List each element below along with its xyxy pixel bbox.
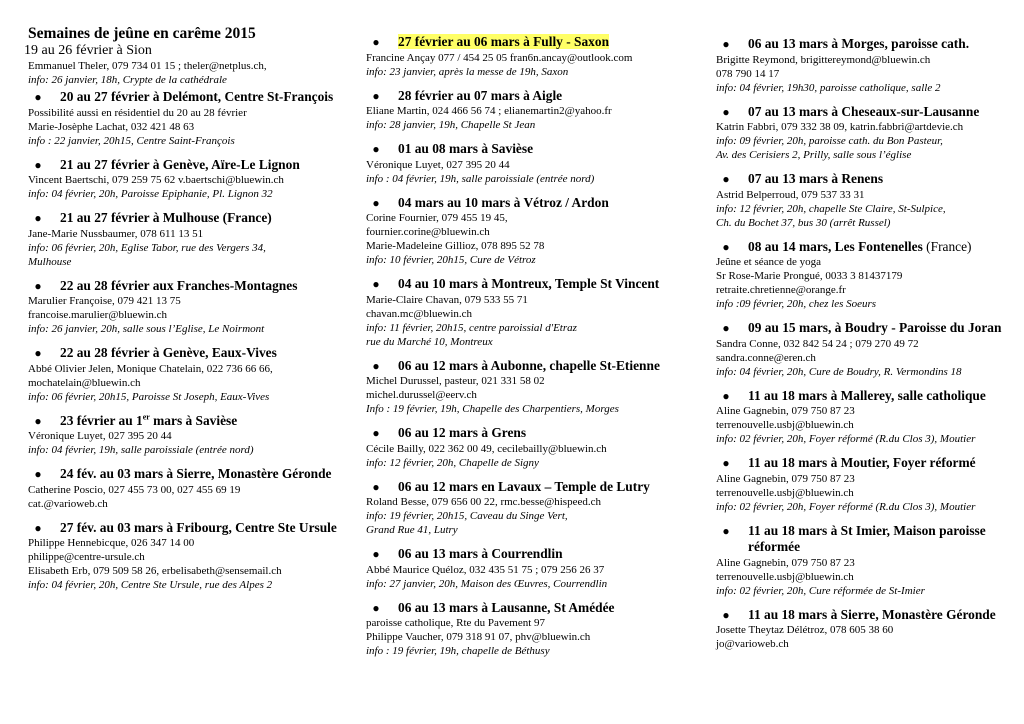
contact-line: Philippe Hennebicque, 026 347 14 00 <box>28 537 195 549</box>
event-entry <box>716 104 1016 163</box>
entry-title-text: 22 au 28 février aux Franches-Montagnes <box>60 277 298 293</box>
event-entry <box>366 425 702 470</box>
entry-title <box>48 157 350 174</box>
bullet-icon: ● <box>722 239 730 254</box>
entry-heading <box>28 210 350 227</box>
info-line: info: 04 février, 19h, salle paroissiale (entrée nord) <box>28 444 254 456</box>
bullet-icon: ● <box>34 520 42 535</box>
entry-title <box>736 239 1016 256</box>
contact-line: Catherine Poscio, 027 455 73 00, 027 455 69 19 <box>28 483 241 496</box>
entry-title <box>386 425 702 442</box>
entry-title <box>386 600 702 617</box>
bullet-icon: ● <box>722 523 730 538</box>
bullet-icon: ● <box>34 157 42 172</box>
bullet-icon: ● <box>34 278 42 293</box>
entry-sion-title: 19 au 26 février à Sion <box>24 43 152 58</box>
contact-line: Brigitte Reymond, brigittereymond@bluewin.ch <box>716 53 931 66</box>
contact-line: terrenouvelle.usbj@bluewin.ch <box>716 486 854 499</box>
info-line: info: 28 janvier, 19h, Chapelle St Jean <box>366 119 536 131</box>
entry-heading <box>28 466 350 483</box>
contact-line: Marie-Claire Chavan, 079 533 55 71 <box>366 293 528 306</box>
contact-line: mochatelain@bluewin.ch <box>28 376 141 389</box>
event-entry <box>28 345 350 404</box>
entry-title <box>48 466 350 483</box>
info-line: Av. des Cerisiers 2, Prilly, salle sous l’église <box>716 149 912 161</box>
entry-heading <box>366 479 702 496</box>
contact-line: 078 790 14 17 <box>716 67 780 80</box>
entry-heading <box>28 345 350 362</box>
entry-title-text: 04 au 10 mars à Montreux, Temple St Vincent <box>398 276 660 291</box>
info-line: info :09 février, 20h, chez les Soeurs <box>716 298 877 310</box>
entry-heading <box>28 520 350 537</box>
contact-line: Jane-Marie Nussbaumer, 078 611 13 51 <box>28 227 204 240</box>
info-line: info: 19 février, 20h15, Caveau du Singe Vert, <box>366 510 568 522</box>
entry-title-text: 07 au 13 mars à Cheseaux-sur-Lausanne <box>748 103 980 119</box>
info-line: info: 02 février, 20h, Foyer réformé (R.du Clos 3), Moutier <box>716 433 976 445</box>
entry-heading <box>366 546 702 563</box>
contact-line: Corine Fournier, 079 455 19 45, <box>366 212 508 224</box>
bullet-icon: ● <box>722 321 730 335</box>
entry-title-text: 11 au 18 mars à St Imier, Maison paroisse réformée <box>748 522 986 554</box>
contact-line: jo@varioweb.ch <box>716 638 789 650</box>
contact-line: Marulier Françoise, 079 421 13 75 <box>28 295 181 307</box>
info-line: info : 04 février, 19h, salle paroissiale (entrée nord) <box>366 172 595 185</box>
contact-line: Astrid Belperroud, 079 537 33 31 <box>716 188 865 201</box>
event-entry <box>28 466 350 511</box>
entry-heading <box>366 425 702 442</box>
contact-line: paroisse catholique, Rte du Pavement 97 <box>366 617 546 629</box>
bullet-icon: ● <box>372 35 380 49</box>
contact-line: Roland Besse, 079 656 00 22, rmc.besse@hispeed.ch <box>366 496 601 508</box>
info-line: info: 09 février, 20h, paroisse cath. du Bon Pasteur, <box>716 135 943 147</box>
contact-line: Jeûne et séance de yoga <box>716 256 822 268</box>
document-title: Semaines de jeûne en carême 2015 <box>28 25 256 42</box>
entry-title-text: 06 au 13 mars à Morges, paroisse cath. <box>748 36 970 51</box>
entry-title-country: (France) <box>922 238 972 254</box>
contact-line: Francine Ançay 077 / 454 25 05 fran6n.ancay@outlook.com <box>366 51 633 64</box>
bullet-icon: ● <box>34 211 42 225</box>
entry-heading <box>366 34 702 51</box>
info-line: info: 12 février, 20h, chapelle Ste Claire, St-Sulpice, <box>716 202 946 215</box>
entry-title-text: 21 au 27 février à Mulhouse (France) <box>60 210 272 225</box>
entry-heading <box>716 171 1016 188</box>
entry-heading <box>716 607 1016 624</box>
entry-title-text: 04 mars au 10 mars à Vétroz / Ardon <box>398 194 609 210</box>
event-entry <box>716 239 1016 312</box>
entry-title-text: 11 au 18 mars à Mallerey, salle catholique <box>748 387 986 403</box>
event-entry <box>716 36 1016 95</box>
event-entry <box>28 157 350 202</box>
event-entry <box>28 413 350 458</box>
info-line: Mulhouse <box>28 255 72 268</box>
contact-line: Véronique Luyet, 027 395 20 44 <box>28 430 172 442</box>
entry-title-text: 06 au 12 mars en Lavaux – Temple de Lutry <box>398 478 650 494</box>
contact-line: cat.@varioweb.ch <box>28 497 108 510</box>
contact-line: Josette Theytaz Délétroz, 078 605 38 60 <box>716 624 894 636</box>
entry-title <box>48 413 350 430</box>
event-entry <box>716 171 1016 230</box>
event-entry <box>28 278 350 337</box>
event-entry <box>366 276 702 349</box>
entry-heading <box>366 141 702 158</box>
contact-line: terrenouvelle.usbj@bluewin.ch <box>716 419 854 431</box>
entry-heading <box>716 104 1016 121</box>
entry-heading <box>716 523 1016 556</box>
contact-line: Sr Rose-Marie Prongué, 0033 3 81437179 <box>716 270 903 282</box>
contact-line: chavan.mc@bluewin.ch <box>366 307 473 320</box>
event-entry <box>716 523 1016 598</box>
entry-heading <box>366 195 702 212</box>
event-entry <box>366 546 702 591</box>
bullet-icon: ● <box>372 88 380 103</box>
entry-heading <box>716 239 1016 256</box>
entry-heading <box>366 88 702 105</box>
event-entry <box>28 89 350 148</box>
contact-line: Aline Gagnebin, 079 750 87 23 <box>716 405 855 417</box>
entry-title-text: 06 au 12 mars à Grens <box>398 425 527 440</box>
column-middle <box>366 0 702 667</box>
bullet-icon: ● <box>722 37 730 51</box>
info-line: info: 26 janvier, 20h, salle sous l’Eglise, Le Noirmont <box>28 323 265 335</box>
contact-line: michel.durussel@eerv.ch <box>366 389 477 401</box>
entry-title-text: 11 au 18 mars à Sierre, Monastère Géronde <box>748 606 996 622</box>
entry-title-part: 23 février au 1 <box>60 412 143 428</box>
contact-line: Cécile Bailly, 022 362 00 49, cecilebailly@bluewin.ch <box>366 442 607 455</box>
bullet-icon: ● <box>34 413 42 428</box>
info-line: info: 11 février, 20h15, centre paroissial d'Etraz <box>366 321 577 334</box>
bullet-icon: ● <box>722 607 730 622</box>
entry-heading <box>366 276 702 293</box>
contact-line: Sandra Conne, 032 842 54 24 ; 079 270 49 72 <box>716 337 919 350</box>
entry-title-text: 27 février au 06 mars à Fully - Saxon <box>398 34 610 49</box>
event-entry <box>28 520 350 593</box>
entry-title <box>386 195 702 212</box>
info-line: info: 23 janvier, après la messe de 19h, Saxon <box>366 65 569 78</box>
event-entry <box>366 34 702 79</box>
contact-line: Abbé Olivier Jelen, Monique Chatelain, 022 736 66 66, <box>28 362 273 375</box>
entry-title-text: 11 au 18 mars à Moutier, Foyer réformé <box>748 455 976 470</box>
entry-title-text: 06 au 12 mars à Aubonne, chapelle St-Etienne <box>398 357 660 373</box>
entry-title <box>48 520 350 537</box>
event-entry <box>366 479 702 538</box>
entry-heading <box>366 358 702 375</box>
info-line: info : 22 janvier, 20h15, Centre Saint-François <box>28 134 235 147</box>
event-entry <box>366 141 702 186</box>
info-line: rue du Marché 10, Montreux <box>366 335 493 348</box>
entry-title <box>736 523 1016 556</box>
event-entry <box>366 358 702 417</box>
entry-title-text: 09 au 15 mars, à Boudry - Paroisse du Joran <box>748 320 1002 335</box>
entry-title-text: 06 au 13 mars à Lausanne, St Amédée <box>398 599 615 615</box>
info-line: Info : 19 février, 19h, Chapelle des Charpentiers, Morges <box>366 403 619 415</box>
contact-line: Abbé Maurice Quéloz, 032 435 51 75 ; 079 256 26 37 <box>366 563 605 576</box>
event-entry <box>366 195 702 268</box>
info-line: info: 04 février, 20h, Cure de Boudry, R. Vermondins 18 <box>716 365 962 378</box>
entry-heading <box>716 455 1016 472</box>
bullet-icon: ● <box>372 600 380 615</box>
info-line: Grand Rue 41, Lutry <box>366 524 458 536</box>
bullet-icon: ● <box>372 195 380 210</box>
contact-line: francoise.marulier@bluewin.ch <box>28 309 168 321</box>
entry-title-text: 06 au 13 mars à Courrendlin <box>398 546 563 561</box>
entry-title-part: 08 au 14 mars, Les Fontenelles <box>748 238 923 254</box>
entry-title <box>386 88 702 105</box>
bullet-icon: ● <box>372 547 380 561</box>
info-line: info: 12 février, 20h, Chapelle de Signy <box>366 456 539 469</box>
entry-title <box>736 388 1016 405</box>
bullet-icon: ● <box>722 456 730 470</box>
event-entry <box>716 607 1016 652</box>
entry-title-text: 01 au 08 mars à Savièse <box>398 141 534 156</box>
entry-title <box>386 546 702 563</box>
contact-line: Eliane Martin, 024 466 56 74 ; elianemartin2@yahoo.fr <box>366 105 612 117</box>
entry-heading <box>366 600 702 617</box>
contact-line: Emmanuel Theler, 079 734 01 15 ; theler@netplus.ch, <box>28 60 267 72</box>
contact-line: Philippe Vaucher, 079 318 91 07, phv@bluewin.ch <box>366 631 591 643</box>
contact-line: terrenouvelle.usbj@bluewin.ch <box>716 570 854 583</box>
contact-line: Elisabeth Erb, 079 509 58 26, erbelisabeth@sensemail.ch <box>28 565 282 577</box>
contact-line: Aline Gagnebin, 079 750 87 23 <box>716 556 855 569</box>
entry-title <box>736 607 1016 624</box>
info-line: info: 04 février, 19h30, paroisse catholique, salle 2 <box>716 81 941 94</box>
entry-heading <box>28 89 350 106</box>
entry-heading <box>28 157 350 174</box>
bullet-icon: ● <box>722 388 730 403</box>
event-entry <box>366 88 702 133</box>
contact-line: Aline Gagnebin, 079 750 87 23 <box>716 472 855 485</box>
contact-line: philippe@centre-ursule.ch <box>28 551 145 563</box>
entry-title <box>736 455 1016 472</box>
contact-line: Michel Durussel, pasteur, 021 331 58 02 <box>366 375 545 387</box>
entry-title-text: 28 février au 07 mars à Aigle <box>398 87 563 103</box>
bullet-icon: ● <box>372 277 380 291</box>
bullet-icon: ● <box>372 479 380 494</box>
entry-title-text: 07 au 13 mars à Renens <box>748 171 884 186</box>
contact-line: Marie-Josèphe Lachat, 032 421 48 63 <box>28 120 195 133</box>
entry-title-text: 21 au 27 février à Genève, Aïre-Le Lignon <box>60 156 300 172</box>
info-line: info: 06 février, 20h, Eglise Tabor, rue des Vergers 34, <box>28 241 266 254</box>
entry-title <box>386 34 702 51</box>
entry-title <box>48 210 350 227</box>
entry-title <box>736 171 1016 188</box>
entry-title <box>736 36 1016 53</box>
entry-title <box>736 104 1016 121</box>
entry-title-superscript: er <box>142 412 150 422</box>
entry-title <box>386 141 702 158</box>
info-line: info: 04 février, 20h, Centre Ste Ursule, rue des Alpes 2 <box>28 579 273 591</box>
contact-line: Véronique Luyet, 027 395 20 44 <box>366 158 510 171</box>
entry-title <box>386 479 702 496</box>
bullet-icon: ● <box>372 426 380 440</box>
info-line: info: 26 janvier, 18h, Crypte de la cathédrale <box>28 74 227 86</box>
info-line: info: 06 février, 20h15, Paroisse St Joseph, Eaux-Vives <box>28 390 270 403</box>
column-left <box>24 0 350 601</box>
info-line: info: 27 janvier, 20h, Maison des Œuvres, Courrendlin <box>366 577 608 590</box>
contact-line: Vincent Baertschi, 079 259 75 62 v.baertschi@bluewin.ch <box>28 174 284 186</box>
bullet-icon: ● <box>34 346 42 360</box>
entry-title <box>48 89 350 106</box>
info-line: info: 10 février, 20h15, Cure de Vétroz <box>366 254 536 266</box>
entry-heading <box>28 413 350 430</box>
column-right <box>716 0 1016 660</box>
entry-title-text: 22 au 28 février à Genève, Eaux-Vives <box>60 345 277 360</box>
bullet-icon: ● <box>34 90 42 104</box>
contact-line: retraite.chretienne@orange.fr <box>716 284 846 296</box>
entry-heading <box>716 388 1016 405</box>
entry-title-text: 24 fév. au 03 mars à Sierre, Monastère Géronde <box>60 466 332 481</box>
contact-line: Possibilité aussi en résidentiel du 20 au 28 février <box>28 106 247 119</box>
info-line: info: 02 février, 20h, Foyer réformé (R.du Clos 3), Moutier <box>716 500 976 513</box>
event-entry <box>716 455 1016 514</box>
entry-title-text: 20 au 27 février à Delémont, Centre St-François <box>60 89 334 104</box>
entry-list-left <box>28 89 350 592</box>
entry-title <box>386 358 702 375</box>
info-line: info: 02 février, 20h, Cure réformée de St-Imier <box>716 584 925 597</box>
contact-line: Katrin Fabbri, 079 332 38 09, katrin.fabbri@artdevie.ch <box>716 121 964 133</box>
entry-title <box>48 345 350 362</box>
entry-heading <box>716 320 1016 337</box>
entry-list-middle <box>366 34 702 658</box>
bullet-icon: ● <box>372 142 380 156</box>
info-line: info: 04 février, 20h, Paroisse Epiphanie, Pl. Lignon 32 <box>28 188 273 200</box>
event-entry <box>716 320 1016 379</box>
entry-heading <box>716 36 1016 53</box>
bullet-icon: ● <box>722 104 730 119</box>
entry-title <box>48 278 350 295</box>
entry-title-part: mars à Savièse <box>149 412 238 428</box>
contact-line: sandra.conne@eren.ch <box>716 351 816 364</box>
entry-list-right <box>716 36 1016 651</box>
entry-heading <box>28 278 350 295</box>
bullet-icon: ● <box>372 358 380 373</box>
contact-line: Marie-Madeleine Gillioz, 078 895 52 78 <box>366 240 545 252</box>
entry-title <box>736 320 1016 337</box>
entry-title-text: 27 fév. au 03 mars à Fribourg, Centre Ste Ursule <box>60 519 337 535</box>
bullet-icon: ● <box>34 467 42 481</box>
event-entry <box>366 600 702 659</box>
entry-sion-details <box>28 59 350 87</box>
info-line: Ch. du Bochet 37, bus 30 (arrêt Russel) <box>716 216 891 229</box>
entry-title <box>386 276 702 293</box>
info-line: info : 19 février, 19h, chapelle de Béthusy <box>366 645 550 657</box>
contact-line: fournier.corine@bluewin.ch <box>366 226 490 238</box>
event-entry <box>716 388 1016 447</box>
event-entry <box>28 210 350 269</box>
bullet-icon: ● <box>722 172 730 186</box>
